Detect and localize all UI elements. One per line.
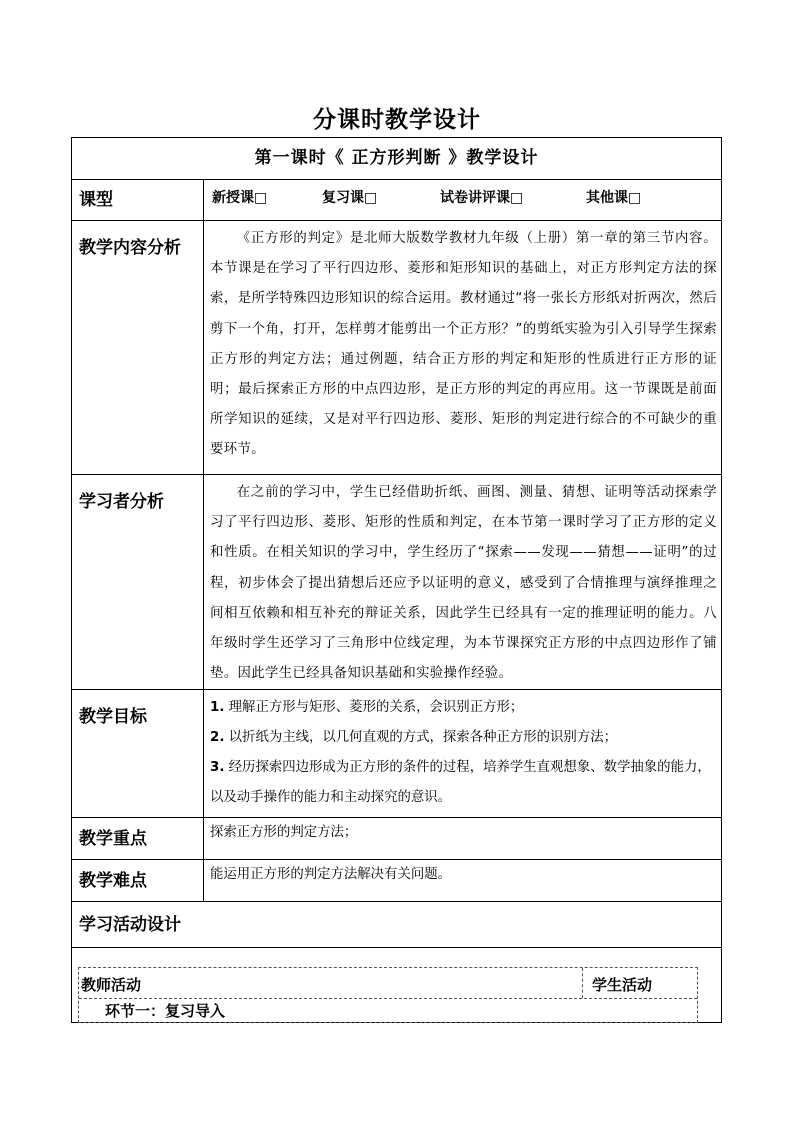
content-analysis-row [72,221,721,475]
option-review[interactable]: 复习课□ [322,190,378,206]
key-point-text: 探索正方形的判定方法； [210,825,358,840]
course-type-options [204,180,721,220]
activity-table-divider [582,968,583,998]
objective-item: 1. 理解正方形与矩形、菱形的关系，会识别正方形； [210,700,524,715]
student-activity-header: 学生活动 [592,976,653,994]
objective-item: 2. 以折纸为主线，以几何直观的方式，探索各种正方形的识别方法； [210,730,617,745]
activity-table [78,967,698,1023]
document-title: 分课时教学设计 [313,107,481,133]
objectives-label: 教学目标 [72,690,204,817]
option-new-lesson[interactable]: 新授课□ [212,190,268,206]
option-exam-review[interactable]: 试卷讲评课□ [440,190,524,206]
activity-label: 学习活动设计 [79,915,181,935]
option-other[interactable]: 其他课□ [586,190,642,206]
learner-analysis-row [72,475,721,690]
lesson-design-table [71,137,722,1023]
objective-item: 3. 经历探索四边形成为正方形的条件的过程，培养学生直观想象、数学抽象的能力，以及动手操作的能力和主动探究的意识。 [210,760,711,805]
lesson-subtitle: 第一课时《 正方形判断 》教学设计 [254,148,539,168]
key-point-label: 教学重点 [72,818,204,859]
course-type-row [72,180,721,221]
learner-analysis-label: 学习者分析 [72,475,204,689]
learner-analysis-text: 在之前的学习中，学生已经借助折纸、画图、测量、猜想、证明等活动探索学习了平行四边形、菱形、矩形的性质和判定，在本节第一课时学习了正方形的定义和性质。在相关知识的学习中，学生经历了“探索——发现——猜想——证明”的过程，初步体会了提出猜想后还应予以证明的意义，感受到了合情推理与演绎推理之间相互依赖和相互补充的辩证关系，因此学生已经具有一定的推理证明的能力。八年级时学生还学习了三角形中位线定理，为本节课探究正方形的中点四边形作了铺垫。因此学生已经具备知识基础和实验操作经验。 [210,485,717,682]
objectives-row [72,690,721,818]
activity-header-row [72,902,721,948]
step-one-title: 环节一：复习导入 [105,1002,226,1020]
course-type-label: 课型 [72,180,204,220]
content-analysis-label: 教学内容分析 [72,221,204,474]
key-point-row [72,818,721,860]
difficulty-row [72,860,721,902]
teacher-activity-header: 教师活动 [81,976,142,994]
objectives-list [204,690,721,817]
content-analysis-text: 《正方形的判定》是北师大版数学教材九年级（上册）第一章的第三节内容。本节课是在学习了平行四边形、菱形和矩形知识的基础上，对正方形判定方法的探索，是所学特殊四边形知识的综合运用。教材通过“将一张长方形纸对折两次，然后剪下一个角，打开，怎样剪才能剪出一个正方形？”的剪纸实验为引入引导学生探索正方形的判定方法；通过例题，结合正方形的判定和矩形的性质进行正方形的证明；最后探索正方形的中点四边形，是正方形的判定的再应用。这一节课既是前面所学知识的延续，又是对平行四边形、菱形、矩形的判定进行综合的不可缺少的重要环节。 [210,231,717,458]
difficulty-label: 教学难点 [72,860,204,901]
difficulty-text: 能运用正方形的判定方法解决有关问题。 [210,867,452,882]
subtitle-row [72,138,721,180]
